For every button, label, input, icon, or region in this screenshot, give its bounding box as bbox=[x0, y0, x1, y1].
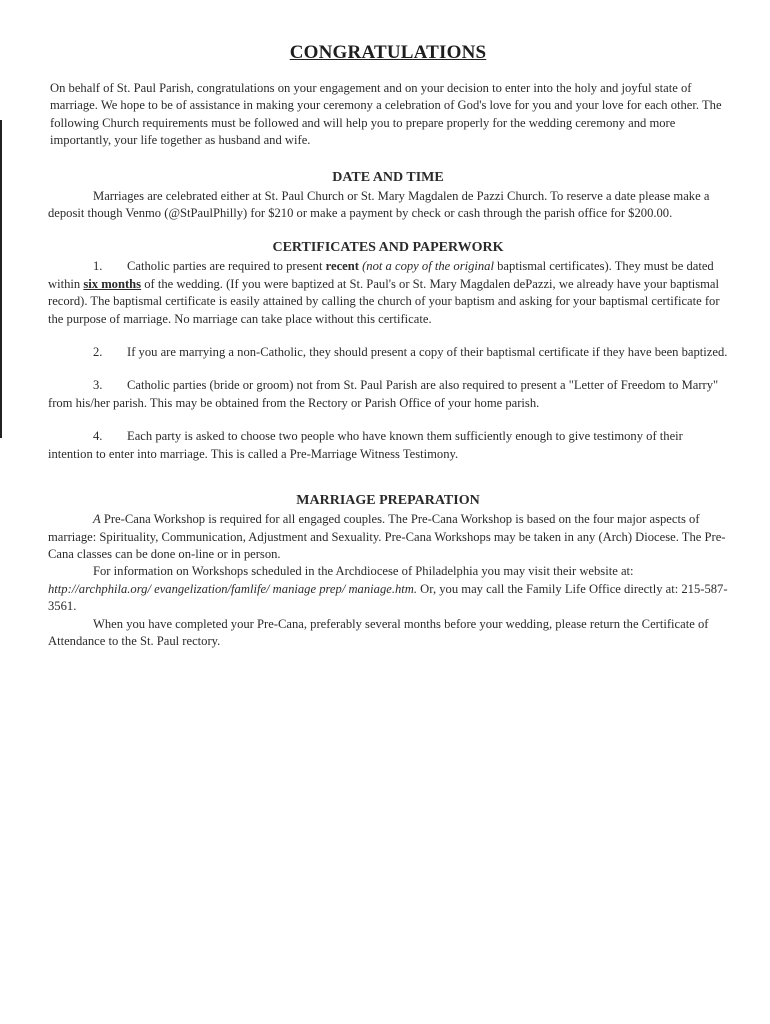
item-text: Catholic parties are required to present bbox=[127, 259, 326, 274]
date-time-paragraph: Marriages are celebrated either at St. Paul Church or St. Mary Magdalen de Pazzi Church. To reserve a date please make a deposit though Venmo (@StPaulPhilly) for $210 or make a payment by check or cash through the parish office for $200.00. bbox=[48, 188, 710, 221]
certificate-item-3 bbox=[48, 377, 728, 412]
item-bold-text: recent bbox=[325, 259, 359, 274]
item-text: baptismal certificates). They must be dated within bbox=[48, 259, 714, 291]
item-number: 3. bbox=[93, 378, 103, 393]
paragraph-text: Or, you may call the Family Life Office directly at: 215-587-3561. bbox=[48, 581, 728, 614]
certificates-heading: CERTIFICATES AND PAPERWORK bbox=[272, 240, 504, 256]
certificate-item-4 bbox=[48, 428, 728, 463]
item-text: If you are marrying a non-Catholic, they should present a copy of their baptismal certificate if they have been baptized. bbox=[127, 345, 728, 360]
item-text: of the wedding. (If you were baptized at St. Paul's or St. Mary Magdalen dePazzi, we already have your baptismal record). The baptismal certificate is easily attained by calling the church of your baptism and asking for your baptismal certificate for the purpose of marriage. No marriage can take place without this certificate. bbox=[48, 276, 720, 326]
preparation-paragraph-3: When you have completed your Pre-Cana, preferably several months before your wedding, please return the Certificate of Attendance to the St. Paul rectory. bbox=[48, 616, 709, 648]
item-text: Each party is asked to choose two people who have known them sufficiently enough to give testimony of their intention to enter into marriage. This is called a Pre-Marriage Witness Testimony. bbox=[48, 429, 683, 461]
item-number: 2. bbox=[93, 345, 103, 360]
item-text: Catholic parties (bride or groom) not from St. Paul Parish are also required to present a "Letter of Freedom to Marry" from his/her parish. This may be obtained from the Rectory or Parish Office of your home parish. bbox=[48, 378, 719, 410]
document-page bbox=[48, 40, 728, 650]
preparation-paragraph-1 bbox=[48, 511, 728, 563]
item-italic-text: (not a copy of the original bbox=[358, 259, 494, 274]
item-number: 4. bbox=[93, 429, 103, 444]
date-time-heading: DATE AND TIME bbox=[332, 169, 444, 185]
workshop-url-link[interactable]: http://archphila.org/ evangelization/famlife/ maniage prep/ maniage.htm. bbox=[48, 581, 418, 596]
dropcap-letter: A bbox=[93, 512, 101, 527]
certificate-item-2 bbox=[48, 344, 728, 361]
paragraph-text: Pre-Cana Workshop is required for all engaged couples. The Pre-Cana Workshop is based on the four major aspects of marriage: Spirituality, Communication, Adjustment and Sexuality. Pre-Cana Workshops may be taken in any (Arch) Diocese. The Pre-Cana classes can be done on-line or in person. bbox=[48, 512, 726, 561]
page-title: CONGRATULATIONS bbox=[289, 42, 487, 63]
item-emphasis-text: six months bbox=[83, 276, 142, 291]
preparation-paragraph-2 bbox=[48, 563, 728, 615]
intro-paragraph: On behalf of St. Paul Parish, congratulations on your engagement and on your decision to enter into the holy and joyful state of marriage. We hope to be of assistance in making your ceremony a celebration of God's love for you and your love for each other. The following Church requirements must be followed and will help you to prepare properly for the wedding ceremony and more importantly, your life together as husband and wife. bbox=[50, 81, 722, 148]
preparation-heading: MARRIAGE PREPARATION bbox=[296, 493, 480, 509]
paragraph-text: For information on Workshops scheduled in the Archdiocese of Philadelphia you may visit their website at: bbox=[93, 564, 634, 579]
item-number: 1. bbox=[93, 259, 103, 274]
certificate-item-1 bbox=[48, 258, 728, 328]
page-margin-rule bbox=[0, 120, 2, 438]
